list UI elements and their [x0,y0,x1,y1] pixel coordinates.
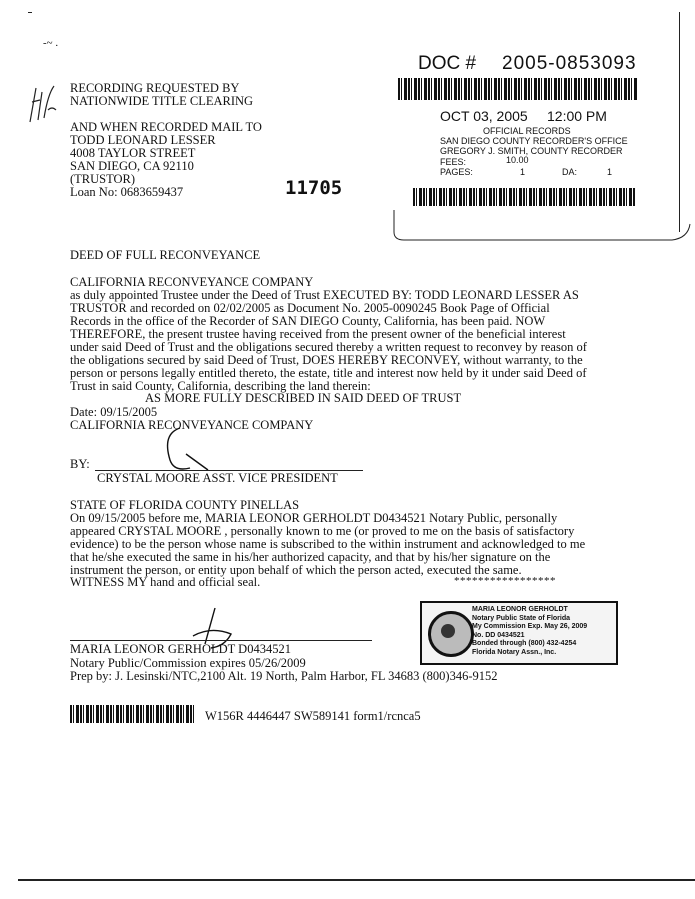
notary-seal-emblem [428,611,474,657]
stamp-time: 12:00 PM [547,108,607,124]
company-name-signature: CALIFORNIA RECONVEYANCE COMPANY [70,418,314,432]
handwritten-initials [26,80,60,128]
seal-line: Notary Public State of Florida [472,614,571,622]
notary-state: STATE OF FLORIDA COUNTY PINELLAS [70,498,300,512]
signer-name: CRYSTAL MOORE ASST. VICE PRESIDENT [97,471,338,485]
stars-line: ***************** [454,575,556,587]
body-paragraph [70,289,587,393]
seal-line: No. DD 0434521 [472,631,525,639]
body-line: the obligations secured by said Deed of Trust, DOES HEREBY RECONVEY, without warranty, to the [70,353,583,367]
stamp-county-recorder: GREGORY J. SMITH, COUNTY RECORDER [440,146,623,156]
da-value: 1 [607,167,613,177]
witness-line: WITNESS MY hand and official seal. [70,575,261,589]
doc-barcode [398,78,638,100]
loan-number: Loan No: 0683659437 [70,185,184,199]
notary-seal-text [472,606,587,657]
seal-line: MARIA LEONOR GERHOLDT [472,606,568,613]
notary-commission: Notary Public/Commission expires 05/26/2009 [70,656,306,670]
mail-to-line2: TODD LEONARD LESSER [70,133,216,147]
pages-label: PAGES: [440,167,473,177]
stamp-official-records: OFFICIAL RECORDS [483,126,571,136]
stamp-barcode [413,188,635,206]
body-line: TRUSTOR and recorded on 02/02/2005 as Document No. 2005-0090245 Book Page of Official [70,301,550,315]
notary-line: that he/she executed the same in his/her authorized capacity, and that by his/her signature on the [70,550,551,564]
footer-codes: W156R 4446447 SW589141 form1/rcnca5 [205,709,421,723]
notary-line: On 09/15/2005 before me, MARIA LEONOR GERHOLDT D0434521 Notary Public, personally [70,511,558,525]
corner-scribble: -~ . [43,37,59,49]
described-line: AS MORE FULLY DESCRIBED IN SAID DEED OF TRUST [145,391,462,405]
file-number: 11705 [285,177,343,199]
notary-line: appeared CRYSTAL MOORE , personally known to me (or proved to me on the basis of satisfactory [70,524,575,538]
mail-to-line3: 4008 TAYLOR STREET [70,146,196,160]
body-line: Trust in said County, California, describing the land therein: [70,379,371,393]
notary-seal [420,601,618,665]
seal-line: Florida Notary Assn., Inc. [472,648,557,656]
page-bottom-rule [18,879,695,881]
body-line: under said Deed of Trust and the obligations secured thereby a written request to reconvey by reason of [70,340,587,354]
fees-value: 10.00 [506,155,529,165]
prepared-by: Prep by: J. Lesinski/NTC,2100 Alt. 19 North, Palm Harbor, FL 34683 (800)346-9152 [70,669,498,683]
mail-to-line1: AND WHEN RECORDED MAIL TO [70,120,262,134]
seal-line: Bonded through (800) 432-4254 [472,640,577,647]
stamp-recorder-office: SAN DIEGO COUNTY RECORDER'S OFFICE [440,136,628,146]
body-line: as duly appointed Trustee under the Deed of Trust EXECUTED BY: TODD LEONARD LESSER AS [70,288,579,302]
notary-seal-center [441,624,455,638]
stamp-right-border [679,12,680,232]
deed-date: Date: 09/15/2005 [70,405,158,419]
footer-barcode [70,705,196,723]
page-top-mark [28,12,32,13]
notary-line: evidence) to be the person whose name is subscribed to the within instrument and acknowledged to me [70,537,586,551]
by-label: BY: [70,457,90,471]
company-name: CALIFORNIA RECONVEYANCE COMPANY [70,275,314,289]
fees-label: FEES: [440,157,467,167]
notary-line: instrument the person, or entity upon behalf of which the person acted, executed the same. [70,563,522,577]
recording-requested-line2: NATIONWIDE TITLE CLEARING [70,94,254,108]
doc-number: 2005-0853093 [502,53,637,74]
da-label: DA: [562,167,578,177]
seal-line: My Commission Exp. May 26, 2009 [472,623,588,630]
mail-to-line4: SAN DIEGO, CA 92110 [70,159,194,173]
pages-value: 1 [520,167,526,177]
notary-name: MARIA LEONOR GERHOLDT D0434521 [70,642,291,656]
notary-paragraph [70,512,585,577]
recording-requested-line1: RECORDING REQUESTED BY [70,81,240,95]
stamp-date: OCT 03, 2005 [440,108,528,124]
mail-to-line5: (TRUSTOR) [70,172,136,186]
body-line: Records in the office of the Recorder of SAN DIEGO County, California, has been paid. NOW [70,314,546,328]
deed-title: DEED OF FULL RECONVEYANCE [70,248,261,262]
notary-signature-line [70,640,372,641]
stamp-bracket [392,210,692,242]
body-line: THEREFORE, the present trustee having received from the present owner of the beneficial interest [70,327,566,341]
doc-label: DOC # [418,53,477,74]
body-line: person or persons legally entitled thereto, the estate, title and interest now held by it under said Deed of [70,366,587,380]
